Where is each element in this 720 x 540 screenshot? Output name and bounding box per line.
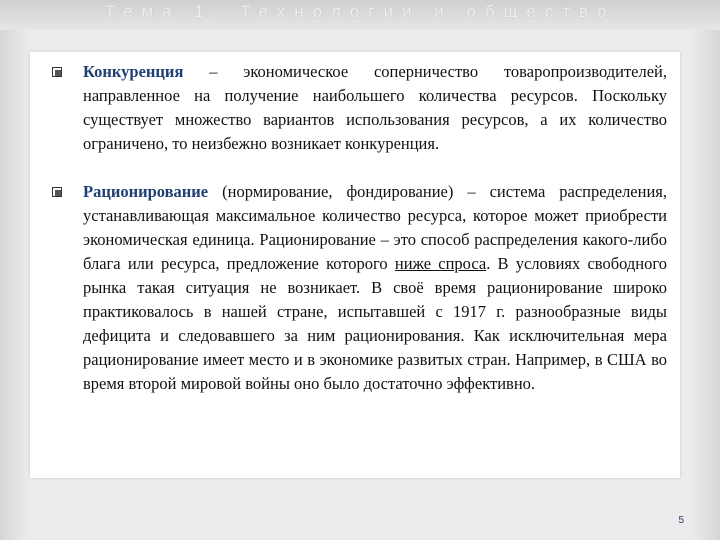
definition-text-before: (нормирование, фондирование) – система распределения, устанавливающая максимальное количество ресурса, которое может приобрести экономическая единица. Рационирование – это способ распределения какого-либо блага или ресурса, предложение которого [83,182,667,273]
underlined-phrase: ниже спроса [394,254,487,273]
page-number: 5 [678,515,684,526]
definition-konkurentsiya [83,60,667,156]
term-konkurentsiya: Конкуренция [83,62,184,81]
content-panel [30,52,680,478]
definition-text-after: . В условиях свободного рынка такая ситуация не возникает. В своё время рационирование широко практиковалось в нашей стране, испытавшей с 1917 г. разнообразные виды дефицита и следовавшего за ним рационирования. Как исключительная мера рационирование имеет место и в экономике развитых стран. Например, в США во время второй мировой войны оно было достаточно эффективно. [83,254,667,393]
term-ratsionirovanie: Рационирование [83,182,209,201]
definition-ratsionirovanie [83,180,667,396]
slide-title: Тема 1. Технологии и общество [104,2,616,21]
checkbox-bullet-icon [52,67,62,77]
definition-text: – экономическое соперничество товаропроизводителей, направленное на получение наибольшего количества ресурсов. Поскольку существует множество вариантов использования ресурсов, а их количество ограничено, то неизбежно возникает конкуренция. [83,62,667,153]
checkbox-bullet-icon [52,187,62,197]
